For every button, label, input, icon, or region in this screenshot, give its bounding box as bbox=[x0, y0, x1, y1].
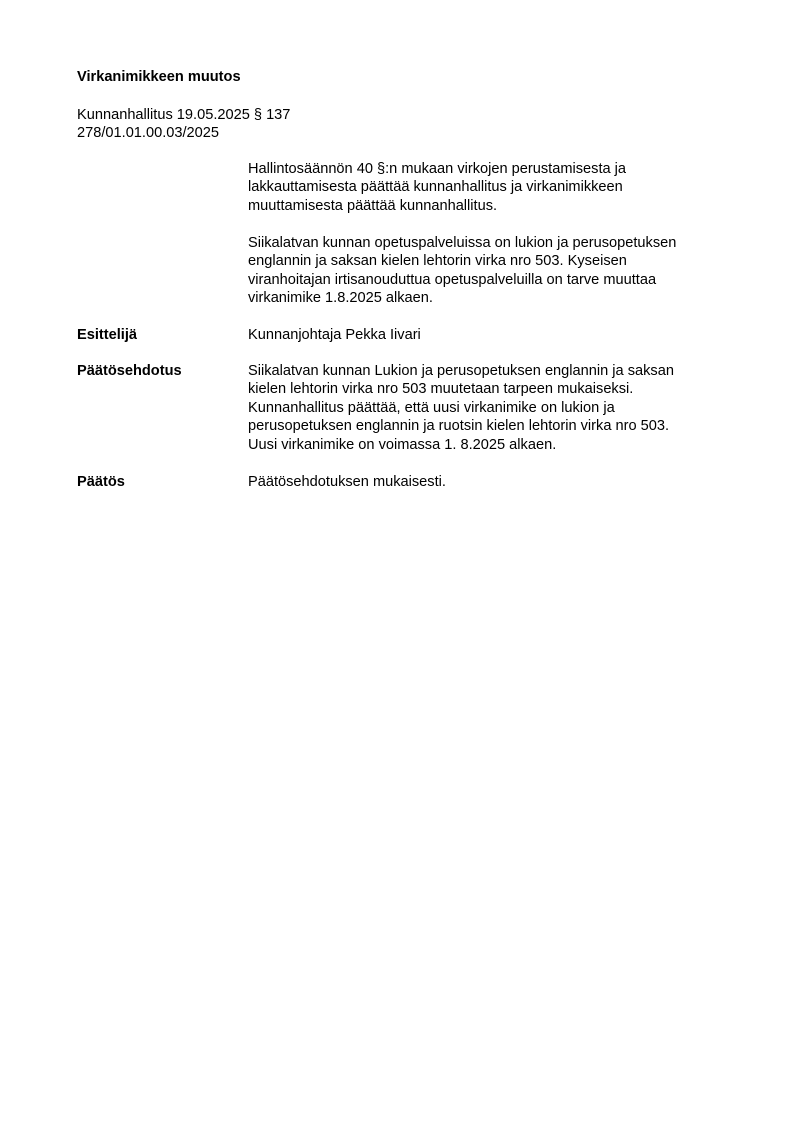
presenter-name: Kunnanjohtaja Pekka Iivari bbox=[248, 327, 421, 343]
paragraph-line: viranhoitajan irtisanouduttua opetuspalveluilla on tarve muuttaa bbox=[248, 271, 657, 288]
decision-text: Päätösehdotuksen mukaisesti. bbox=[248, 474, 446, 490]
paragraph-line: virkanimike 1.8.2025 alkaen. bbox=[248, 290, 433, 307]
presenter-label: Esittelijä bbox=[77, 327, 138, 343]
paragraph-line: Siikalatvan kunnan opetuspalveluissa on lukion ja perusopetuksen bbox=[248, 235, 677, 251]
record-number: 278/01.01.00.03/2025 bbox=[77, 125, 220, 141]
intro-paragraph-2 bbox=[248, 234, 726, 308]
proposal-text bbox=[248, 362, 726, 454]
paragraph-line: englannin ja saksan kielen lehtorin virka nro 503. Kyseisen bbox=[248, 253, 627, 270]
proposal-line: Kunnanhallitus päättää, että uusi virkanimike on lukion ja bbox=[248, 399, 615, 416]
paragraph-line: lakkauttamisesta päättää kunnanhallitus ja virkanimikkeen bbox=[248, 179, 623, 196]
proposal-line: Uusi virkanimike on voimassa 1. 8.2025 alkaen. bbox=[248, 436, 557, 453]
proposal-line: perusopetuksen englannin ja ruotsin kielen lehtorin virka nro 503. bbox=[248, 418, 670, 435]
meeting-line: Kunnanhallitus 19.05.2025 § 137 bbox=[77, 107, 291, 123]
paragraph-line: Hallintosäännön 40 §:n mukaan virkojen perustamisesta ja bbox=[248, 161, 627, 177]
paragraph-line: muuttamisesta päättää kunnanhallitus. bbox=[248, 197, 498, 214]
decision-value bbox=[248, 473, 726, 491]
proposal-line: kielen lehtorin virka nro 503 muutetaan tarpeen mukaiseksi. bbox=[248, 381, 634, 398]
presenter-value bbox=[248, 326, 726, 344]
document-title: Virkanimikkeen muutos bbox=[77, 69, 241, 85]
decision-label: Päätös bbox=[77, 474, 125, 490]
proposal-line: Siikalatvan kunnan Lukion ja perusopetuksen englannin ja saksan bbox=[248, 363, 674, 379]
intro-paragraph-1 bbox=[248, 160, 726, 215]
proposal-label: Päätösehdotus bbox=[77, 363, 182, 379]
